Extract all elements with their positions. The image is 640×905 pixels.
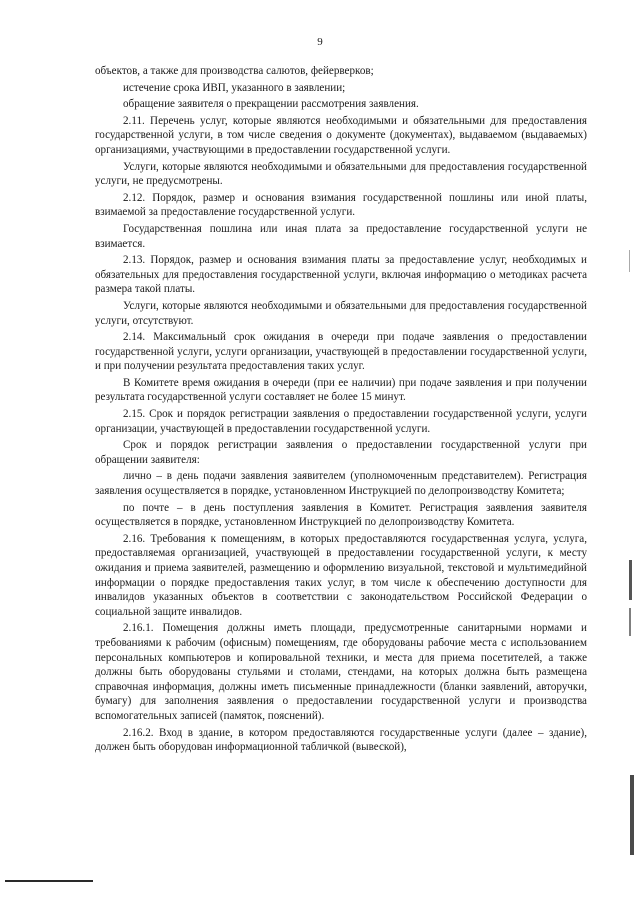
paragraph: 2.16. Требования к помещениям, в которых предоставляются государственная услуга, услуга, предоставляемая организацией, участвующей в предоставлении государственной услуги, к месту ожидания и приема заявителей, размещению и оформлению визуальной, текстовой и мультимедийной информации о порядке предоставления таких услуг, в том числе к обеспечению доступности для инвалидов указанных объектов в соответствии с законодательством Российской Федерации о социальной защите инвалидов. bbox=[95, 532, 587, 618]
paragraph: Услуги, которые являются необходимыми и обязательными для предоставления государственной услуги, не предусмотрены. bbox=[95, 160, 587, 188]
paragraph: 2.12. Порядок, размер и основания взимания государственной пошлины или иной платы, взимаемой за предоставление государственной услуги. bbox=[95, 191, 587, 219]
paragraph: 2.16.1. Помещения должны иметь площади, предусмотренные санитарными нормами и требованиями к рабочим (офисным) помещениям, где оборудованы рабочие места с использованием персональных компьютеров и копировальной техники, и места для приема посетителей, а также должны быть оборудованы стульями и столами, стендами, на которых должна быть размещена справочная информация, должны иметь письменные принадлежности (бланки заявлений, авторучки, бумагу) для заполнения заявления о предоставлении государственной услуги и производства вспомогательных записей (памяток, пояснений). bbox=[95, 622, 587, 722]
paragraph: Срок и порядок регистрации заявления о предоставлении государственной услуги при обращении заявителя: bbox=[95, 439, 587, 466]
paragraph: Услуги, которые являются необходимыми и обязательными для предоставления государственной услуги, отсутствуют. bbox=[95, 299, 587, 327]
document-body bbox=[95, 64, 587, 757]
paragraph: по почте – в день поступления заявления в Комитет. Регистрация заявления заявителя осуществляется в порядке, установленном Инструкцией по делопроизводству Комитета. bbox=[95, 501, 587, 529]
page-number: 9 bbox=[317, 36, 323, 48]
paragraph: обращение заявителя о прекращении рассмотрения заявления. bbox=[123, 98, 419, 111]
paragraph: лично – в день подачи заявления заявителем (уполномоченным представителем). Регистрация заявления осуществляется в порядке, установленном Инструкцией по делопроизводству Комитета; bbox=[95, 470, 587, 498]
scan-artifact bbox=[629, 608, 631, 636]
paragraph: 2.13. Порядок, размер и основания взимания платы за предоставление услуг, необходимых и обязательных для предоставления государственной услуги, включая информацию о методиках расчета размера такой платы. bbox=[95, 254, 587, 296]
paragraph: 2.14. Максимальный срок ожидания в очереди при подаче заявления о предоставлении государственной услуги, услуги организации, участвующей в предоставлении государственной услуги, и при получении результата предоставления таких услуг. bbox=[95, 331, 587, 373]
paragraph: истечение срока ИВП, указанного в заявлении; bbox=[123, 81, 346, 94]
paragraph: Государственная пошлина или иная плата за предоставление государственной услуги не взимается. bbox=[95, 222, 587, 250]
paragraph: объектов, а также для производства салютов, фейерверков; bbox=[95, 65, 374, 77]
scan-artifact bbox=[5, 880, 93, 882]
paragraph: 2.16.2. Вход в здание, в котором предоставляются государственные услуги (далее – здание), должен быть оборудован информационной табличкой (вывеской), bbox=[95, 726, 587, 754]
scan-artifact bbox=[629, 250, 630, 272]
scan-artifact bbox=[630, 775, 634, 855]
paragraph: В Комитете время ожидания в очереди (при ее наличии) при подаче заявления и при получении результата государственной услуги составляет не более 15 минут. bbox=[95, 376, 587, 404]
paragraph: 2.11. Перечень услуг, которые являются необходимыми и обязательными для предоставления государственной услуги, в том числе сведения о документе (документах), выдаваемом (выдаваемых) организациями, участвующими в предоставлении государственной услуги. bbox=[95, 114, 587, 156]
scan-artifact bbox=[629, 560, 632, 600]
paragraph: 2.15. Срок и порядок регистрации заявления о предоставлении государственной услуги, услуги организации, участвующей в предоставлении государственной услуги. bbox=[95, 408, 587, 435]
